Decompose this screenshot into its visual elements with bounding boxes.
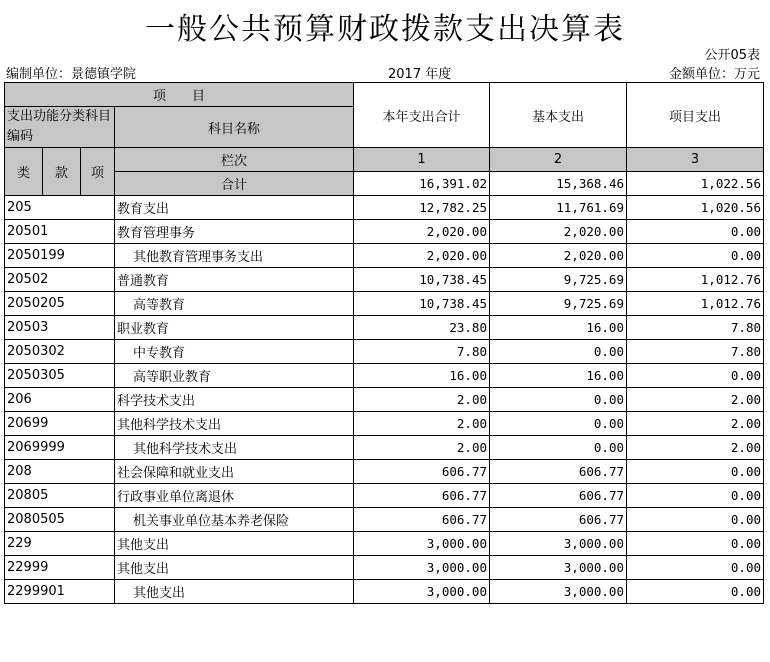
row-code: 20699 (5, 412, 115, 436)
row-code: 20805 (5, 484, 115, 508)
row-basic: 606.77 (490, 484, 627, 508)
row-project: 2.00 (627, 412, 764, 436)
row-total: 2,020.00 (354, 244, 490, 268)
col-index-3: 3 (627, 148, 764, 172)
row-project: 0.00 (627, 220, 764, 244)
fiscal-year: 2017 年度 (388, 67, 452, 82)
row-code: 206 (5, 388, 115, 412)
table-row (5, 196, 764, 220)
row-project: 2.00 (627, 388, 764, 412)
row-project: 7.80 (627, 340, 764, 364)
row-basic: 0.00 (490, 436, 627, 460)
row-total: 2.00 (354, 412, 490, 436)
row-name: 高等职业教育 (115, 364, 354, 388)
row-basic: 606.77 (490, 460, 627, 484)
row-project: 0.00 (627, 532, 764, 556)
row-code: 2069999 (5, 436, 115, 460)
table-row (5, 556, 764, 580)
row-total: 2.00 (354, 388, 490, 412)
table-row (5, 364, 764, 388)
table-row (5, 436, 764, 460)
table-row (5, 412, 764, 436)
row-basic: 9,725.69 (490, 268, 627, 292)
row-project: 7.80 (627, 316, 764, 340)
row-code: 20501 (5, 220, 115, 244)
row-project: 0.00 (627, 580, 764, 604)
table-row (5, 460, 764, 484)
row-total: 606.77 (354, 484, 490, 508)
table-row (5, 220, 764, 244)
table-row (5, 532, 764, 556)
row-basic: 3,000.00 (490, 532, 627, 556)
row-basic: 606.77 (490, 508, 627, 532)
expenditure-table (4, 82, 764, 604)
row-code: 2050302 (5, 340, 115, 364)
sum-basic: 15,368.46 (490, 172, 627, 196)
row-name: 普通教育 (115, 268, 354, 292)
row-code: 2080505 (5, 508, 115, 532)
table-row (5, 268, 764, 292)
table-row (5, 484, 764, 508)
row-name: 其他支出 (115, 556, 354, 580)
header-code-group: 支出功能分类科目编码 (5, 107, 115, 148)
row-name: 其他科学技术支出 (115, 412, 354, 436)
header-xiang: 项 (81, 148, 115, 196)
header-basic: 基本支出 (490, 83, 627, 148)
row-project: 0.00 (627, 484, 764, 508)
row-code: 205 (5, 196, 115, 220)
row-project: 1,012.76 (627, 292, 764, 316)
row-basic: 16.00 (490, 316, 627, 340)
col-index-1: 1 (354, 148, 490, 172)
table-row (5, 244, 764, 268)
row-total: 16.00 (354, 364, 490, 388)
row-total: 3,000.00 (354, 532, 490, 556)
row-project: 0.00 (627, 460, 764, 484)
row-project: 0.00 (627, 364, 764, 388)
row-basic: 3,000.00 (490, 556, 627, 580)
header-lei: 类 (5, 148, 43, 196)
row-name: 教育支出 (115, 196, 354, 220)
row-code: 2050205 (5, 292, 115, 316)
header-lanci: 栏次 (115, 148, 354, 172)
row-code: 208 (5, 460, 115, 484)
row-basic: 2,020.00 (490, 220, 627, 244)
header-project: 项目支出 (627, 83, 764, 148)
header-kuan: 款 (43, 148, 81, 196)
row-total: 606.77 (354, 460, 490, 484)
row-basic: 2,020.00 (490, 244, 627, 268)
compiling-unit: 编制单位：景德镇学院 (6, 67, 137, 82)
row-code: 20502 (5, 268, 115, 292)
row-total: 23.80 (354, 316, 490, 340)
row-name: 科学技术支出 (115, 388, 354, 412)
row-basic: 3,000.00 (490, 580, 627, 604)
row-code: 2299901 (5, 580, 115, 604)
row-name: 职业教育 (115, 316, 354, 340)
row-total: 3,000.00 (354, 580, 490, 604)
row-basic: 0.00 (490, 340, 627, 364)
row-name: 中专教育 (115, 340, 354, 364)
row-total: 606.77 (354, 508, 490, 532)
row-total: 7.80 (354, 340, 490, 364)
row-code: 2050199 (5, 244, 115, 268)
header-name: 科目名称 (115, 107, 354, 148)
row-total: 2.00 (354, 436, 490, 460)
row-total: 2,020.00 (354, 220, 490, 244)
row-basic: 9,725.69 (490, 292, 627, 316)
money-unit: 金额单位：万元 (668, 67, 760, 82)
table-row (5, 316, 764, 340)
row-project: 1,012.76 (627, 268, 764, 292)
row-name: 行政事业单位离退休 (115, 484, 354, 508)
page-title: 一般公共预算财政拨款支出决算表 (145, 12, 625, 47)
row-name: 社会保障和就业支出 (115, 460, 354, 484)
row-name: 其他教育管理事务支出 (115, 244, 354, 268)
row-project: 0.00 (627, 244, 764, 268)
col-index-2: 2 (490, 148, 627, 172)
table-row (5, 508, 764, 532)
row-total: 3,000.00 (354, 556, 490, 580)
table-row (5, 340, 764, 364)
row-basic: 0.00 (490, 412, 627, 436)
row-project: 1,020.56 (627, 196, 764, 220)
row-name: 其他科学技术支出 (115, 436, 354, 460)
row-project: 0.00 (627, 556, 764, 580)
row-total: 10,738.45 (354, 268, 490, 292)
row-total: 12,782.25 (354, 196, 490, 220)
row-code: 2050305 (5, 364, 115, 388)
row-code: 20503 (5, 316, 115, 340)
row-name: 高等教育 (115, 292, 354, 316)
row-name: 其他支出 (115, 532, 354, 556)
row-project: 2.00 (627, 436, 764, 460)
row-basic: 11,761.69 (490, 196, 627, 220)
row-name: 教育管理事务 (115, 220, 354, 244)
form-number: 公开05表 (704, 48, 760, 63)
sum-project: 1,022.56 (627, 172, 764, 196)
row-project: 0.00 (627, 508, 764, 532)
row-basic: 0.00 (490, 388, 627, 412)
table-row (5, 580, 764, 604)
row-code: 22999 (5, 556, 115, 580)
sum-label: 合计 (115, 172, 354, 196)
header-item: 项 目 (5, 83, 354, 107)
table-row (5, 292, 764, 316)
row-name: 机关事业单位基本养老保险 (115, 508, 354, 532)
row-total: 10,738.45 (354, 292, 490, 316)
row-basic: 16.00 (490, 364, 627, 388)
row-code: 229 (5, 532, 115, 556)
table-row (5, 388, 764, 412)
row-name: 其他支出 (115, 580, 354, 604)
sum-total: 16,391.02 (354, 172, 490, 196)
header-total: 本年支出合计 (354, 83, 490, 148)
